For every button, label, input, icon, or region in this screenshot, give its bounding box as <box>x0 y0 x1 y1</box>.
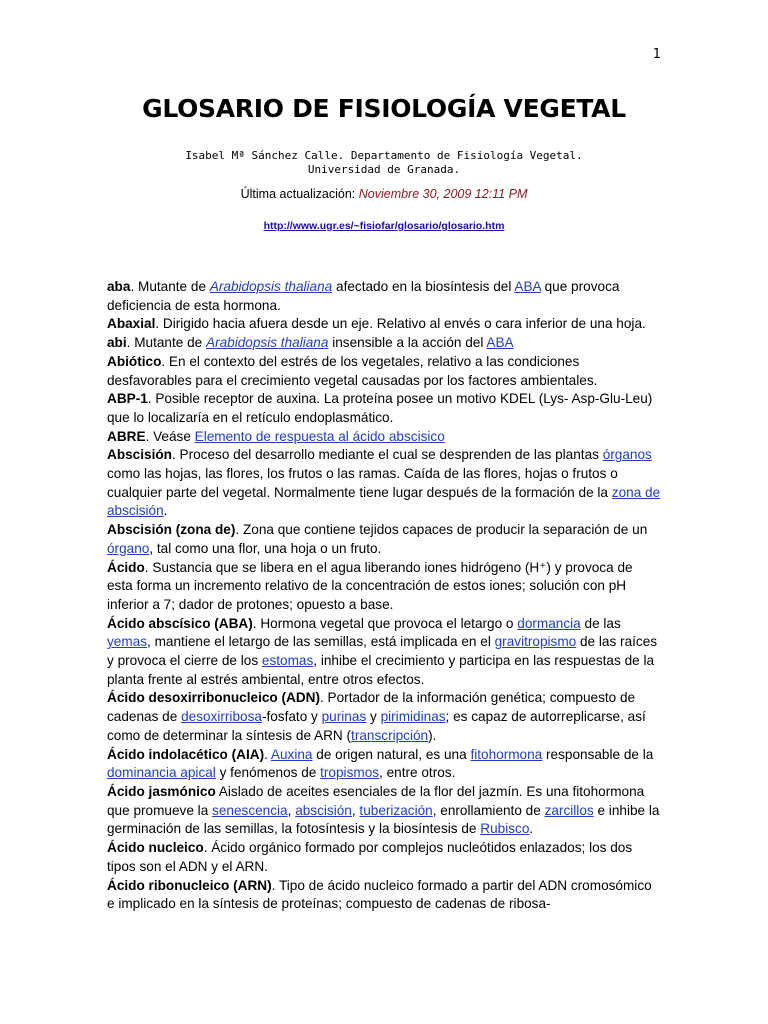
document-title: GLOSARIO DE FISIOLOGÍA VEGETAL <box>142 94 626 123</box>
glossary-text: , mantiene el letargo de las semillas, está implicada en el <box>147 634 495 650</box>
glossary-text: , <box>287 802 296 818</box>
glossary-entry <box>107 315 662 334</box>
glossary-text: de las <box>580 615 621 631</box>
source-url-link[interactable]: http://www.ugr.es/~fisiofar/glosario/glosario.htm <box>263 220 505 232</box>
glossary-text: insensible a la acción del <box>328 335 487 351</box>
glossary-term: Ácido desoxirribonucleico (ADN) <box>107 690 320 706</box>
glossary-term: ABRE <box>107 428 146 444</box>
author-line-1: Isabel Mª Sánchez Calle. Departamento de Fisiología Vegetal. <box>185 149 583 162</box>
glossary-entry <box>107 428 662 447</box>
glossary-entry <box>107 390 662 427</box>
glossary-link[interactable]: gravitropismo <box>494 634 577 650</box>
updated-date: Noviembre 30, 2009 12:11 PM <box>358 187 528 201</box>
glossary-term: aba <box>107 279 131 294</box>
glossary-entry <box>107 839 662 876</box>
glossary-entry <box>107 278 662 315</box>
glossary-text: , inhibe el crecimiento y participa en las respuestas de la planta frente al estrés ambiental, entre otros efectos. <box>107 653 655 687</box>
glossary-link[interactable]: Rubisco <box>480 821 530 837</box>
glossary-text: . Dirigido hacia afuera desde un eje. Relativo al envés o cara inferior de una hoja. <box>155 316 646 332</box>
source-url <box>0 220 768 232</box>
glossary-term: Ácido abscísico (ABA) <box>107 615 253 631</box>
glossary-term: Abiótico <box>107 353 162 369</box>
glossary-link[interactable]: estomas <box>261 653 314 669</box>
glossary-text: , <box>351 802 360 818</box>
glossary-term: abi <box>107 335 127 351</box>
glossary-entry <box>107 877 662 914</box>
glossary-text: . Zona que contiene tejidos capaces de producir la separación de un <box>235 522 648 538</box>
glossary-text: e inhibe la germinación de las semillas, la fotosíntesis y la biosíntesis de <box>107 802 660 837</box>
glossary-link[interactable]: zona de abscisión <box>107 484 661 519</box>
author-block <box>0 149 768 177</box>
glossary-term: Abscisión (zona de) <box>107 522 236 538</box>
glossary-link[interactable]: zarcillos <box>544 802 594 818</box>
glossary-term: Abscisión <box>107 447 172 463</box>
glossary-text: . Ácido orgánico formado por complejos nucleótidos enlazados; los dos tipos son el ADN y el ARN. <box>107 840 633 874</box>
glossary-text: . Mutante de <box>130 279 210 294</box>
glossary-link[interactable]: dominancia apical <box>107 765 216 781</box>
glossary-text: . Tipo de ácido nucleico formado a partir del ADN cromosómico e implicado en la síntesis de proteínas; compuesto de cadenas de ribosa- <box>107 877 652 912</box>
glossary-entry <box>107 353 662 390</box>
glossary-link[interactable]: senescencia <box>212 802 288 818</box>
glossary-link[interactable]: purinas <box>321 709 367 725</box>
glossary-link[interactable]: ABA <box>514 279 541 294</box>
glossary-text: ). <box>428 727 437 743</box>
glossary-text: . En el contexto del estrés de los vegetales, relativo a las condiciones desfavorables para el crecimiento vegetal causadas por los factores ambientales. <box>107 353 598 388</box>
glossary-text: . <box>529 821 534 837</box>
glossary-link[interactable]: ABA <box>486 335 514 351</box>
glossary-link[interactable]: órganos <box>602 447 652 463</box>
glossary-entry <box>107 559 662 615</box>
glossary-entry <box>107 783 662 839</box>
glossary-text: -fosfato y <box>261 709 322 725</box>
last-updated <box>0 187 768 201</box>
glossary-text: . Hormona vegetal que provoca el letargo o <box>252 615 518 631</box>
glossary-text: . Sustancia que se libera en el agua liberando iones hidrógeno (H⁺) y provoca de esta forma un incremento relativo de la concentración de estos iones; solución con pH inferior a 7; dador de protones; opuesto a base. <box>107 559 633 612</box>
glossary-link[interactable]: abscisión <box>295 802 352 818</box>
glossary-text: y fenómenos de <box>215 765 321 781</box>
glossary-text: de origen natural, es una <box>312 746 471 762</box>
glossary-text: . Veáse <box>145 428 195 444</box>
glossary-text: , tal como una flor, una hoja o un fruto. <box>149 540 382 556</box>
glossary-text: y <box>366 709 381 725</box>
glossary-entry <box>107 446 662 521</box>
glossary-text: . Mutante de <box>126 335 206 351</box>
glossary-link[interactable]: transcripción <box>351 727 429 743</box>
glossary-term: Abaxial <box>107 316 156 332</box>
glossary-text: como las hojas, las flores, los frutos o las ramas. Caída de las flores, hojas o frutos o cualquier parte del vegetal. Normalmente tiene lugar después de la formación de la <box>107 466 618 500</box>
glossary-link[interactable]: dormancia <box>517 615 581 631</box>
glossary-entry <box>107 334 662 353</box>
glossary-list <box>107 278 662 914</box>
glossary-link[interactable]: desoxirribosa <box>181 709 262 725</box>
glossary-term: Ácido indolacético (AIA) <box>107 746 265 762</box>
glossary-link[interactable]: Elemento de respuesta al ácido abscisico <box>194 428 445 444</box>
glossary-text: , enrollamiento de <box>432 802 545 818</box>
glossary-link[interactable]: tuberización <box>359 802 433 818</box>
glossary-text: ; es capaz de autorreplicarse, así como de determinar la síntesis de ARN ( <box>107 709 646 743</box>
glossary-text: de las raíces y provoca el cierre de los <box>107 634 658 669</box>
glossary-text: . Portador de la información genética; compuesto de cadenas de <box>107 690 636 725</box>
glossary-text: . <box>163 503 168 519</box>
glossary-term: Ácido nucleico <box>107 840 204 856</box>
glossary-term: Ácido <box>107 559 145 575</box>
glossary-text: que provoca deficiencia de esta hormona. <box>107 279 620 313</box>
glossary-text: . Proceso del desarrollo mediante el cual se desprenden de las plantas <box>171 447 603 463</box>
glossary-text: . <box>264 746 271 762</box>
glossary-term: Ácido ribonucleico (ARN) <box>107 877 272 893</box>
glossary-entry <box>107 746 662 783</box>
glossary-link[interactable]: Arabidopsis thaliana <box>206 335 329 351</box>
glossary-text: afectado en la biosíntesis del <box>332 279 515 294</box>
glossary-link[interactable]: yemas <box>107 634 148 650</box>
glossary-term: Ácido jasmónico <box>107 783 216 799</box>
glossary-link[interactable]: pirimidinas <box>380 709 446 725</box>
glossary-link[interactable]: Auxina <box>270 746 313 762</box>
page-number: 1 <box>652 47 661 62</box>
glossary-link[interactable]: tropismos <box>320 765 380 781</box>
glossary-text: , entre otros. <box>379 765 456 781</box>
glossary-link[interactable]: órgano <box>107 540 150 556</box>
glossary-text: Aislado de aceites esenciales de la flor del jazmín. Es una fitohormona que promueve la <box>107 783 645 818</box>
glossary-entry <box>107 521 662 558</box>
glossary-text: responsable de la <box>542 746 654 762</box>
glossary-link[interactable]: Arabidopsis thaliana <box>209 279 333 294</box>
glossary-entry <box>107 689 662 745</box>
glossary-link[interactable]: fitohormona <box>470 746 543 762</box>
author-line-2: Universidad de Granada. <box>307 163 461 176</box>
glossary-text: . Posible receptor de auxina. La proteína posee un motivo KDEL (Lys- Asp-Glu-Leu) que lo localizaría en el retículo endoplasmático. <box>107 391 653 425</box>
glossary-entry <box>107 615 662 690</box>
glossary-term: ABP-1 <box>107 391 148 407</box>
updated-label: Última actualización: <box>240 187 359 201</box>
